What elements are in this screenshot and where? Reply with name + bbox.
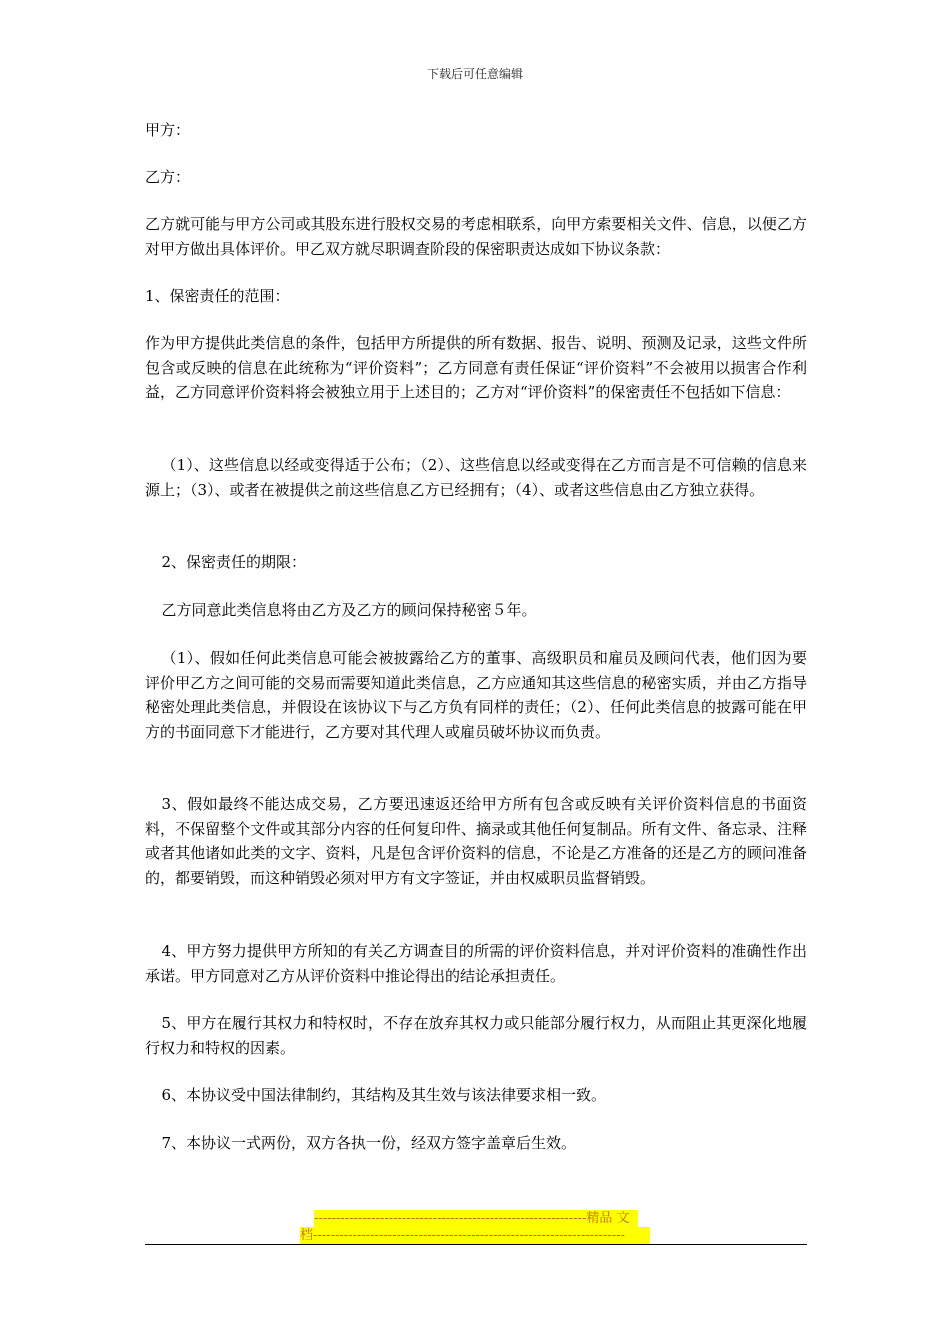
section4-paragraph: 4、甲方努力提供甲方所知的有关乙方调查目的所需的评价资料信息，并对评价资料的准确性作出承诺。甲方同意对乙方从评价资料中推论得出的结论承担责任。 (145, 942, 807, 985)
intro-paragraph: 乙方就可能与甲方公司或其股东进行股权交易的考虑相联系，向甲方索要相关文件、信息，以便乙方对甲方做出具体评价。甲乙双方就尽职调查阶段的保密职责达成如下协议条款： (145, 215, 807, 258)
section6-paragraph: 6、本协议受中国法律制约，其结构及其生效与该法律要求相一致。 (161, 1086, 607, 1104)
header-note: 下载后可任意编辑 (426, 67, 523, 81)
footer-line-1: --------------------------------------------------------------精品 文 (314, 1210, 638, 1227)
footer-line-2: 档----------------------------------------------------------------------- (300, 1227, 650, 1244)
section3-paragraph: 3、假如最终不能达成交易，乙方要迅速返还给甲方所有包含或反映有关评价资料信息的书面资料，不保留整个文件或其部分内容的任何复印件、摘录或其他任何复制品。所有文件、备忘录、注释或者其他诸如此类的文字、资料，凡是包含评价资料的信息，不论是乙方准备的还是乙方的顾问准备的，都要销毁，而这种销毁必须对甲方有文字签证，并由权威职员监督销毁。 (145, 795, 807, 887)
party-b-label: 乙方： (145, 168, 191, 186)
footer-divider (145, 1244, 807, 1245)
footer-highlight (300, 1210, 650, 1244)
section1-title: 1、保密责任的范围： (145, 287, 290, 305)
section7-paragraph: 7、本协议一式两份，双方各执一份，经双方签字盖章后生效。 (161, 1134, 577, 1152)
party-a-label: 甲方： (145, 121, 191, 139)
section1-exceptions: （1）、这些信息以经或变得适于公布；（2）、这些信息以经或变得在乙方而言是不可信赖的信息来源上；（3）、或者在被提供之前这些信息乙方已经拥有；（4）、或者这些信息由乙方独立获得。 (145, 456, 807, 499)
section2-terms: （1）、假如任何此类信息可能会被披露给乙方的董事、高级职员和雇员及顾问代表，他们因为要评价甲乙方之间可能的交易而需要知道此类信息，乙方应通知其这些信息的秘密实质，并由乙方指导秘密处理此类信息，并假设在该协议下与乙方负有同样的责任；（2）、任何此类信息的披露可能在甲方的书面同意下才能进行，乙方要对其代理人或雇员破坏协议而负责。 (145, 649, 807, 741)
section2-body: 乙方同意此类信息将由乙方及乙方的顾问保持秘密５年。 (161, 601, 537, 619)
section2-title: 2、保密责任的期限： (161, 553, 307, 571)
section1-body: 作为甲方提供此类信息的条件，包括甲方所提供的所有数据、报告、说明、预测及记录，这些文件所包含或反映的信息在此统称为“评价资料”；乙方同意有责任保证“评价资料”不会被用以损害合作利益，乙方同意评价资料将会被独立用于上述目的；乙方对“评价资料”的保密责任不包括如下信息： (145, 334, 807, 401)
section5-paragraph: 5、甲方在履行其权力和特权时，不存在放弃其权力或只能部分履行权力，从而阻止其更深化地履行权力和特权的因素。 (145, 1014, 807, 1057)
